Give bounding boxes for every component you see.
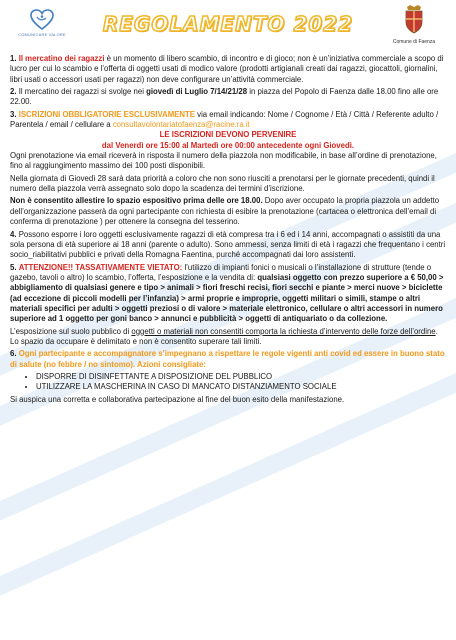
contact-email-link[interactable]: consultavolontariatofaenza@racine.ra.it [112, 120, 250, 130]
section-6 [10, 349, 446, 370]
setup-time-rule: Non è consentito allestire lo spazio espositivo prima delle ore 18.00. [10, 196, 263, 206]
section-2-dates: giovedì di Luglio 7/14/21/28 [146, 87, 248, 97]
section-2-pre: Il mercatino dei ragazzi si svolge nei [18, 87, 147, 97]
section-1 [10, 54, 446, 85]
section-5-lead: ATTENZIONE!! TASSATIVAMENTE VIETATO: [18, 262, 183, 272]
section-5-para-pre: L’esposizione sul suolo pubblico di [10, 326, 132, 336]
heart-logo-icon [29, 8, 55, 32]
section-2 [10, 87, 446, 108]
section-3 [10, 110, 446, 172]
section-5 [10, 263, 446, 325]
recommended-actions-list [10, 372, 446, 393]
section-5-intro: l’utilizzo di impianti fonici o musicali o l’installazione di strutture (tende o gazebo, tavoli o altro) lo scambio, l’offerta, l’esposizione e la vendita di: [10, 262, 432, 282]
section-1-lead: Il mercatino dei ragazzi [18, 54, 105, 63]
list-item: • DISPORRE DI DISINFETTANTE A DISPOSIZIONE DEL PUBBLICO [36, 372, 446, 382]
section-5-para [10, 327, 446, 348]
page-title: REGOLAMENTO 2022 [102, 12, 354, 36]
section-4 [10, 230, 446, 261]
section-3-lead: ISCRIZIONI OBBLIGATORIE ESCLUSIVAMENTE [18, 109, 195, 119]
section-number: 6. [10, 349, 17, 359]
section-3-pre: via email indicando: Nome / Cognome / Età / Città / Referente adulto / Parentela / email / cellulare a [10, 109, 439, 130]
section-3-para-3-rest: Dopo aver occupato la propria piazzola un addetto dell’organizzazione passerà da ogni partecipante con richiesta di esibire la prenotazione (cartacea o elettronica dell’email di conferma di prenotazione ) per ottenere la consegna del tesserino. [10, 196, 440, 227]
section-3-para-2: Nella giornata di Giovedì 28 sarà data priorità a coloro che non sono riusciti a prenotarsi per le giornate precedenti, quindi il numero della piazzola verrà assegnato solo dopo la scadenza dei termini d’iscrizione. [10, 173, 435, 194]
forbidden-items-list: qualsiasi oggetto con prezzo superiore a € 50,00 > abbigliamento di qualsiasi genere e tipo > animali > fiori freschi recisi, fiori secchi e piante > merci nuove > biciclette (ad eccezione di piccoli modelli per l’infanzia) > armi proprie e improprie, oggetti militari o simili, stampe o altri materiali specifici per adulti > oggetti preziosi o di valore > materiale elettronico, cellulare o altri accessori in numero superiore ad 1 oggetto per goni banco > annunci e pubblicità > oggetti di antiquariato o da collezione. [10, 272, 444, 324]
page-header [0, 0, 456, 52]
logo-right-caption: Comune di Faenza [392, 39, 436, 45]
section-number: 5. [10, 262, 17, 272]
section-5-para-underlined: oggetti o materiali non consentiti comporta la richiesta d’intervento delle forze dell’ordine [131, 326, 436, 336]
section-3-para-1: Ogni prenotazione via email riceverà in risposta il numero della piazzola non modificabile, in base all’ordine di prenotazione, fino al raggiungimento massimo dei 100 posti disponibili. [10, 151, 437, 171]
section-number: 1. [10, 54, 17, 63]
list-item: • UTILIZZARE LA MASCHERINA IN CASO DI MANCATO DISTANZIAMENTO SOCIALE [36, 382, 446, 392]
section-5-para-post: . Lo spazio da occupare è delimitato e non è consentito superare tali limiti. [10, 326, 438, 346]
section-3-para-3 [10, 196, 446, 227]
municipality-logo [386, 4, 442, 45]
section-1-text: è un momento di libero scambio, di incontro e di gioco; non è un’iniziativa commerciale a scopo di lucro per cui lo scambio e l’offerta di oggetti usati di modico valore (prodotti artigianali creati dai ragazzi, giocattoli, giornalini, libri usati o accessori usati per ragazzi) non deve configurare un’attività commerciale. [10, 54, 444, 84]
section-number: 3. [10, 109, 17, 119]
logo-left-caption: COMUNICARE VALORE [18, 32, 66, 37]
coat-of-arms-icon [403, 4, 425, 34]
section-number: 4. [10, 229, 17, 239]
registration-deadline-heading: LE ISCRIZIONI DEVONO PERVENIRE [159, 130, 297, 140]
footer-note: Si auspica una corretta e collaborativa partecipazione al fine del buon esito della manifestazione. [10, 394, 345, 404]
regulation-body [10, 54, 446, 407]
organization-logo [16, 8, 68, 37]
section-6-text: Ogni partecipante e accompagnatore s’impegnano a rispettare le regole vigenti anti covid ed essere in buono stato di salute (no febbre / no sintomo). Azioni consigliate: [10, 349, 445, 369]
section-4-text: Possono esporre i loro oggetti esclusivamente ragazzi di età compresa tra i 6 ed i 14 anni, accompagnati o assistiti da una sola persona di età superiore ai 18 anni (parente o adulto). Sono ammessi, senza limiti di età i ragazzi che frequentano i centri socio_riabilitativi pubblici e privati della Romagna Faentina, purché accompagnati dai loro assistenti. [10, 229, 446, 260]
registration-deadline-window: dal Venerdì ore 15:00 al Martedì ore 00:00 antecedente ogni Giovedì. [101, 140, 355, 150]
section-2-post: in piazza del Popolo di Faenza dalle 18.00 fino alle ore 22.00. [10, 87, 439, 107]
section-number: 2. [10, 87, 17, 97]
